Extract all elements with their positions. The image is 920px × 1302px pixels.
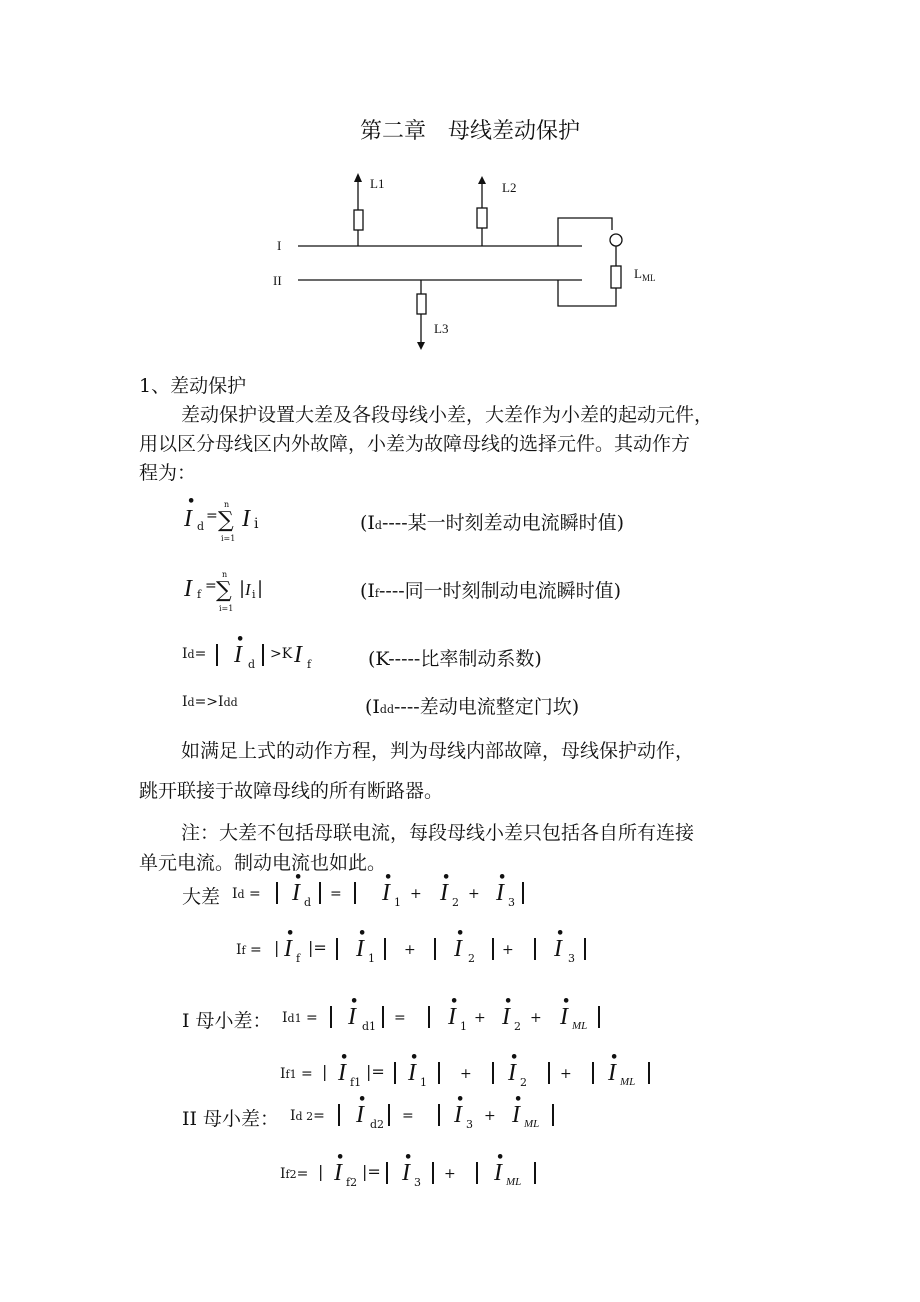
coupler-breaker [611,266,621,288]
para1-line2: 用以区分母线区内外故障，小差为故障母线的选择元件。其动作方 [139,433,691,455]
equation-3-description: (K-----比率制动系数) [368,648,542,670]
equation-1: • I d = ∑ n i=1 I i [184,494,259,543]
bus1-diff-id-equation: I 母小差： Id1 = • I d1 = • I 1 + • I 2 + • I ML [182,1000,622,1040]
l3-label: L3 [434,321,449,336]
para1-line1: 差动保护设置大差及各段母线小差，大差作为小差的起动元件， [181,404,714,426]
section-heading: 1、差动保护 [139,375,247,397]
l2-arrow [478,176,486,184]
coupler-ct [610,234,622,246]
bus1-diff-if-equation: If1 = | • I f1 |= • I 1 + • I 2 + • I ML [280,1056,680,1096]
l3-breaker [417,294,426,314]
l2-breaker [477,208,487,228]
bus2-diff-if-equation: If2= | • I f2 |= • I 3 + • I ML [280,1156,580,1196]
equation-2: I f = ∑ n i=1 | I i | [184,570,264,613]
equation-4: Id=>Idd [182,694,238,710]
bus-ii-label: II [273,273,282,288]
equation-4-description: (Idd----差动电流整定门坎) [365,696,580,718]
bus-diagram [260,168,680,358]
note-line2: 单元电流。制动电流也如此。 [139,852,387,874]
page-title: 第二章 母线差动保护 [360,119,581,144]
equation-2-description: (If----同一时刻制动电流瞬时值) [360,580,622,602]
para1-line3: 程为： [139,462,197,484]
bus2-diff-id-equation: II 母小差： Id 2= • I d2 = • I 3 + • I ML [182,1098,582,1138]
l1-label: L1 [370,176,385,191]
para2-line2: 跳开联接于故障母线的所有断路器。 [139,780,444,802]
equation-1-description: (Id----某一时刻差动电流瞬时值) [360,512,625,534]
l1-arrow [354,173,362,182]
l3-arrow [417,342,425,350]
big-diff-id-equation: 大差 Id = • I d = • I 1 + • I 2 + • I 3 [182,876,542,916]
big-diff-if-equation: If = | • I f |= • I 1 + • I 2 + • I 3 [236,932,596,972]
note-line1: 注：大差不包括母联电流，每段母线小差只包括各自所有连接 [181,822,695,844]
l2-label: L2 [502,180,517,195]
l1-breaker [354,210,363,230]
equation-3: Id= • I d >K I f [182,632,312,671]
bus-i-label: I [277,238,282,253]
lml-label: $L_{ML}$ [634,266,656,283]
para2-line1: 如满足上式的动作方程，判为母线内部故障，母线保护动作， [181,740,695,762]
